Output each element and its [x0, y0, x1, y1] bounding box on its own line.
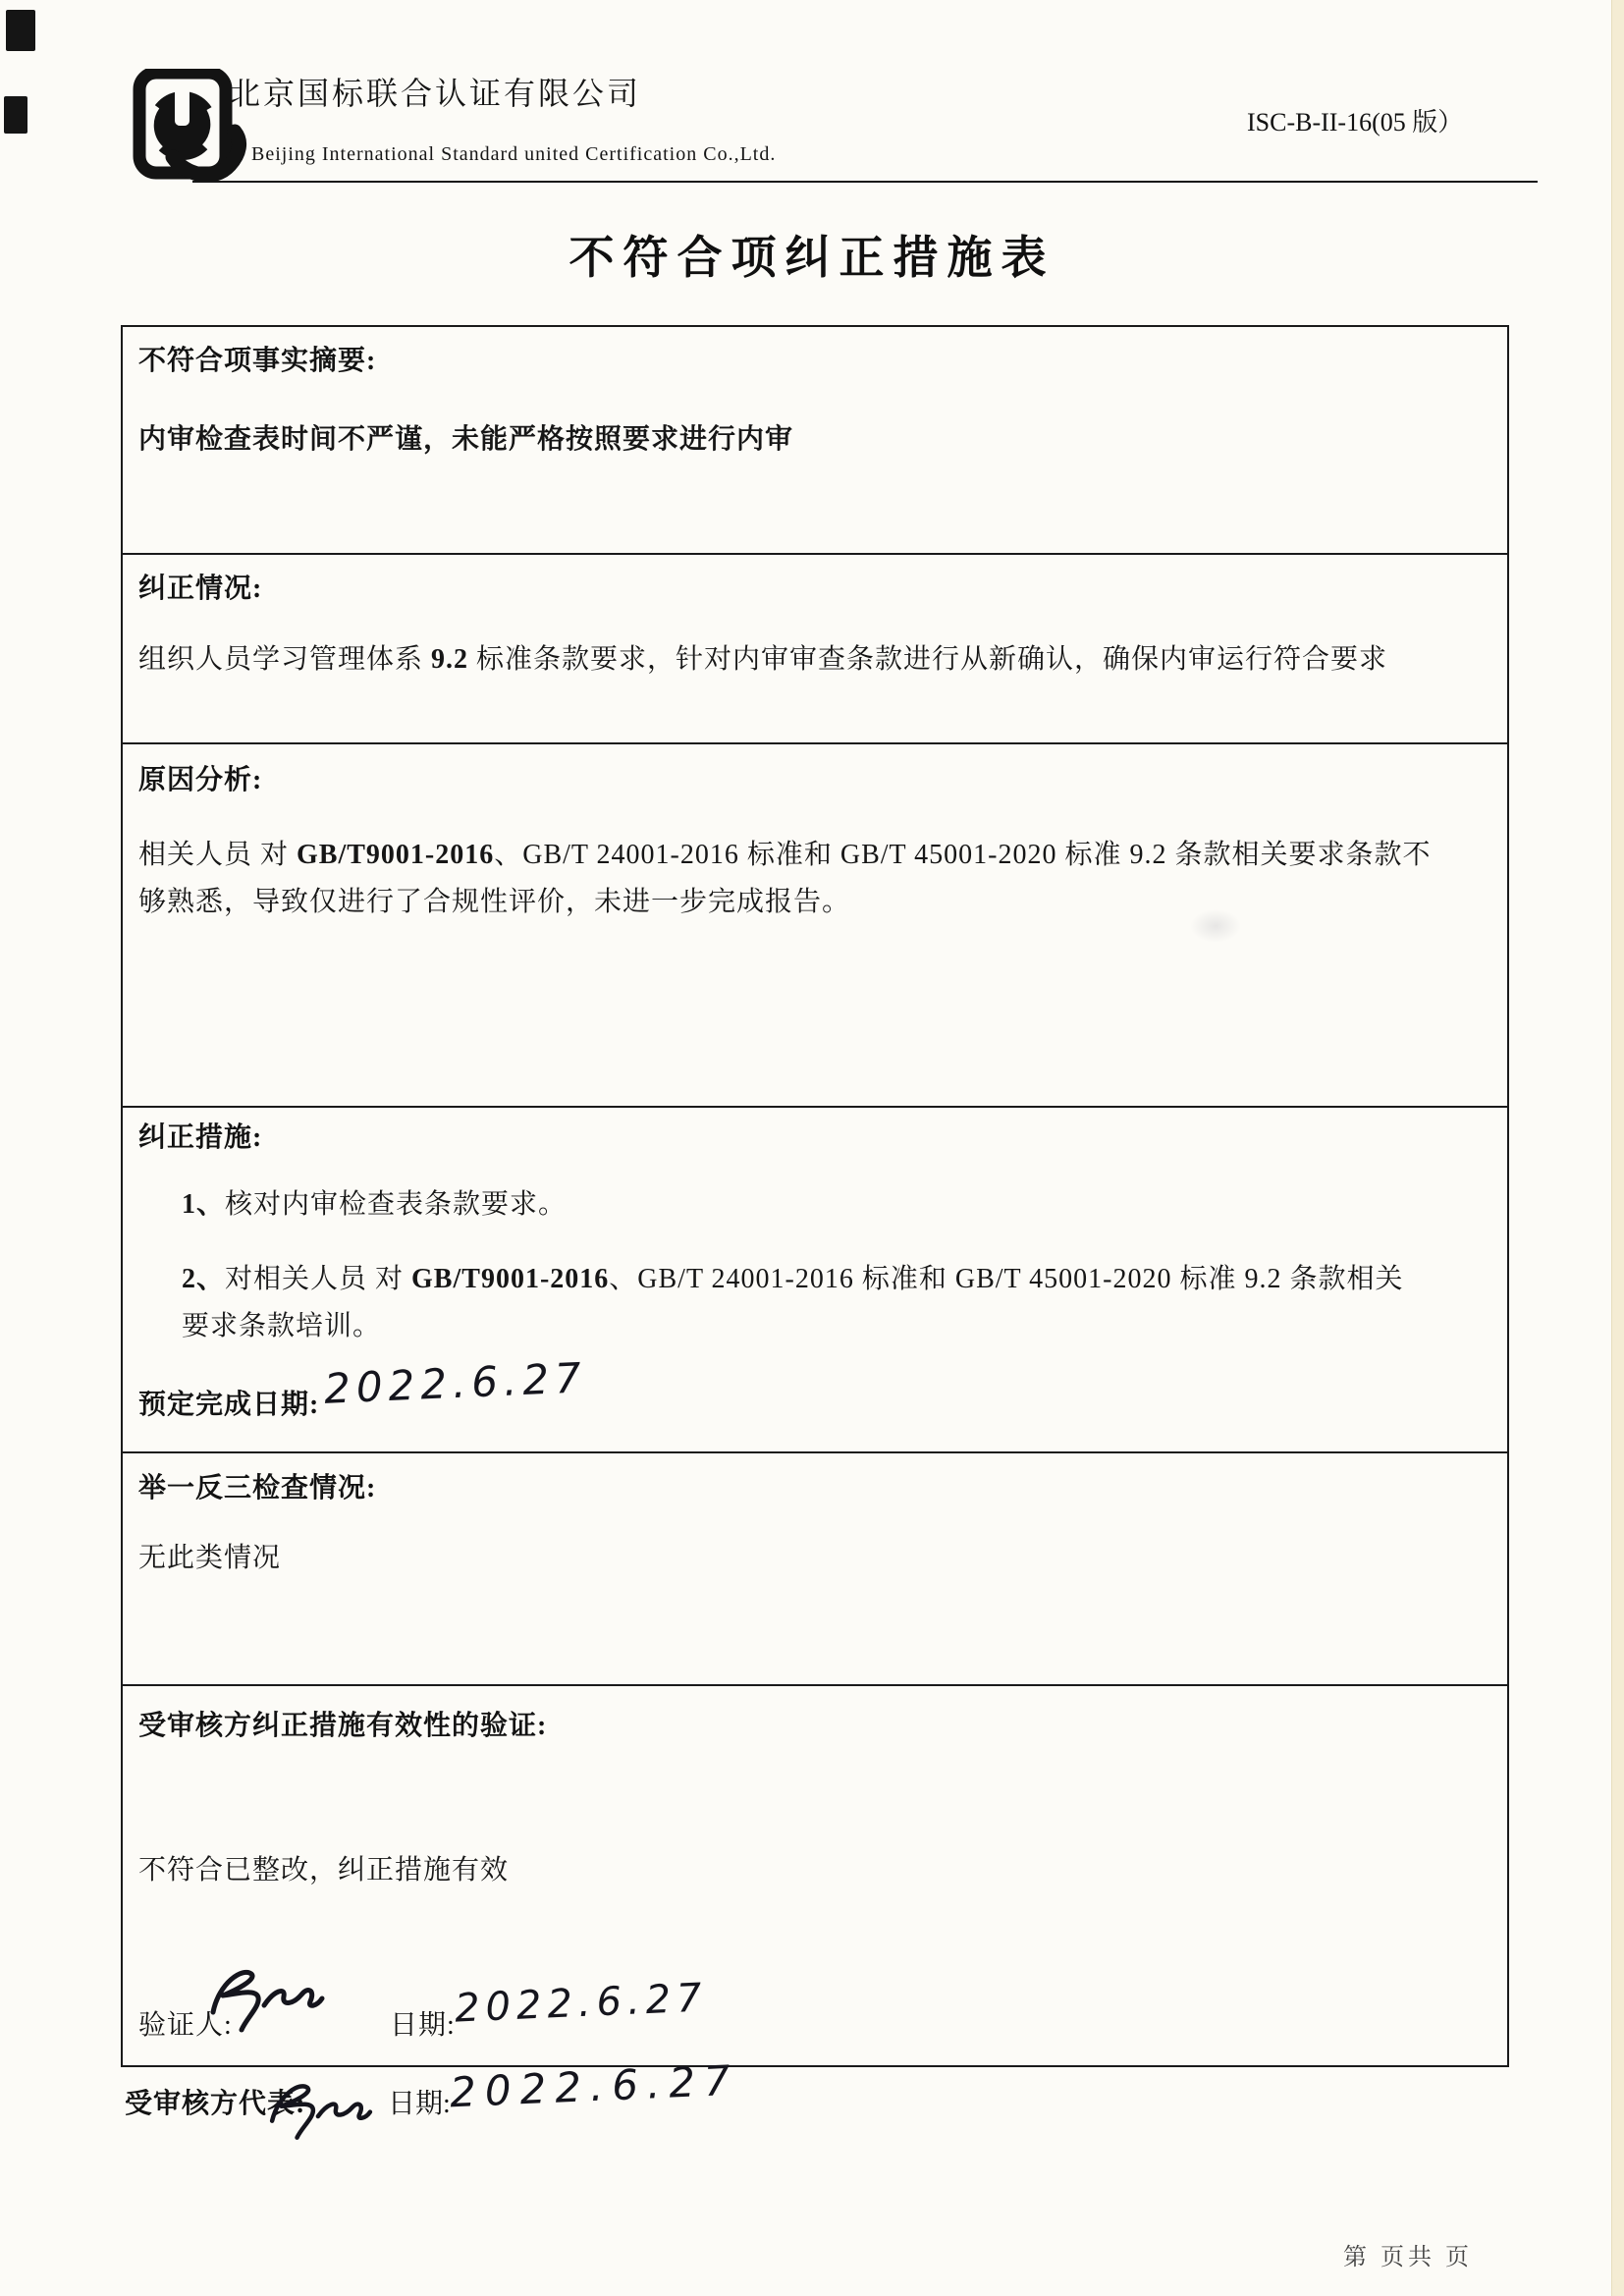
footer-page-number: 第 页共 页 [1343, 2245, 1473, 2270]
verification-label: 受审核方纠正措施有效性的验证: [138, 1711, 548, 1741]
header-divider [192, 181, 1538, 183]
measure-item-1 [182, 1182, 567, 1222]
verifier-label: 验证人: [138, 2010, 233, 2041]
cause-line2: 够熟悉，导致仅进行了合规性评价，未进一步完成报告。 [138, 887, 851, 917]
cause-text-pre: 相关人员 对 [138, 840, 298, 870]
verification-date-label: 日期: [390, 2010, 456, 2041]
summary-content: 内审检查表时间不严谨，未能严格按照要求进行内审 [138, 424, 794, 455]
company-name-en: Beijing International Standard united Certification Co.,Ltd. [251, 143, 777, 165]
correction-clause-number: 9.2 [431, 644, 469, 675]
row-cause-analysis [123, 744, 1507, 1108]
form-code: ISC-B-II-16(05 版） [1247, 108, 1464, 137]
measure-item-1-text: 核对内审检查表条款要求。 [225, 1189, 568, 1220]
corrective-action-table [121, 325, 1509, 2067]
row-verification [123, 1686, 1507, 2065]
cause-standard-bold: GB/T9001-2016 [297, 840, 495, 870]
summary-label: 不符合项事实摘要: [138, 346, 377, 376]
scan-artifact-mark [6, 10, 35, 51]
analogy-label: 举一反三检查情况: [138, 1473, 377, 1503]
correction-content [138, 637, 1387, 677]
row-corrective-measures [123, 1108, 1507, 1453]
cause-label: 原因分析: [138, 765, 263, 795]
measures-label: 纠正措施: [138, 1122, 263, 1153]
due-date-handwritten: 2022.6.27 [323, 1353, 588, 1413]
auditee-date-handwritten: 2022.6.27 [449, 2055, 740, 2117]
correction-text-post: 标准条款要求，针对内审审查条款进行从新确认，确保内审运行符合要求 [468, 644, 1388, 675]
cause-text-post: 、GB/T 24001-2016 标准和 GB/T 45001-2020 标准 9.2 条款相关要求条款不 [494, 840, 1432, 870]
auditee-representative-label: 受审核方代表: [125, 2089, 306, 2119]
measure-item-2-line1 [182, 1257, 1403, 1296]
document-title: 不符合项纠正措施表 [568, 232, 1056, 283]
row-correction-status [123, 555, 1507, 744]
auditee-date-label: 日期: [388, 2089, 451, 2119]
correction-label: 纠正情况: [138, 574, 263, 604]
row-analogy-check [123, 1453, 1507, 1686]
due-date-label: 预定完成日期: [138, 1390, 320, 1420]
company-name-cn: 北京国标联合认证有限公司 [229, 76, 642, 111]
measure-item-2-number: 2、 [182, 1264, 226, 1294]
measure-item-1-number: 1、 [182, 1189, 226, 1220]
measure-item-2-standard-bold: GB/T9001-2016 [411, 1264, 610, 1294]
correction-text-pre: 组织人员学习管理体系 [138, 644, 432, 675]
scan-artifact-mark [4, 96, 27, 134]
measure-item-2-line2: 要求条款培训。 [182, 1311, 382, 1341]
measure-item-2-pre: 对相关人员 对 [225, 1264, 412, 1294]
verification-date-handwritten: 2022.6.27 [454, 1975, 709, 2032]
scan-edge-strip [1611, 0, 1624, 2296]
verification-content: 不符合已整改，纠正措施有效 [138, 1855, 510, 1886]
verifier-signature [197, 1961, 329, 2050]
auditee-signature [258, 2074, 376, 2159]
cause-line1 [138, 833, 1431, 872]
analogy-content: 无此类情况 [138, 1543, 282, 1573]
row-nonconformity-summary [123, 327, 1507, 555]
measure-item-2-post: 、GB/T 24001-2016 标准和 GB/T 45001-2020 标准 9.2 条款相关 [609, 1264, 1404, 1294]
